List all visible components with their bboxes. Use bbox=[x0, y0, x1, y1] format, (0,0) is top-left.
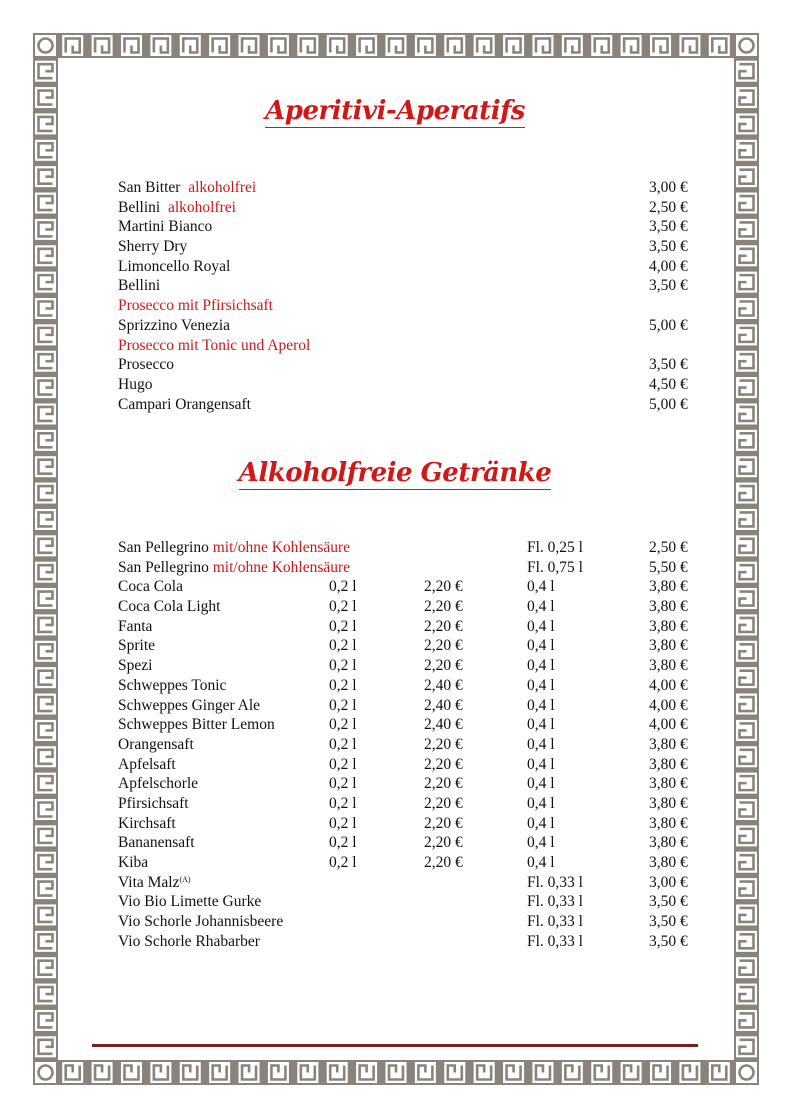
item-name bbox=[118, 217, 212, 237]
small-price: 2,20 € bbox=[424, 814, 463, 832]
large-size: 0,4 l bbox=[527, 775, 555, 793]
list-item bbox=[118, 577, 708, 597]
item-label: Coca Cola Light bbox=[118, 598, 221, 616]
item-name bbox=[118, 276, 160, 296]
item-label: Martini Bianco bbox=[118, 218, 213, 236]
large-price: 3,80 € bbox=[649, 854, 688, 871]
bottom-rule bbox=[92, 1044, 698, 1047]
large-size: 0,4 l bbox=[527, 676, 555, 694]
large-price: 3,80 € bbox=[649, 637, 688, 655]
large-size: 0,4 l bbox=[527, 657, 555, 675]
item-label: San Pellegrino bbox=[118, 539, 209, 556]
item-name bbox=[118, 755, 176, 775]
item-name bbox=[118, 636, 155, 656]
item-name bbox=[118, 198, 236, 218]
item-name bbox=[118, 833, 195, 853]
large-price: 3,50 € bbox=[649, 932, 688, 950]
item-name bbox=[118, 395, 251, 415]
large-price: 3,50 € bbox=[649, 913, 688, 931]
item-name bbox=[118, 715, 275, 735]
list-item bbox=[118, 217, 708, 237]
small-size: 0,2 l bbox=[329, 735, 357, 753]
item-note: mit/ohne Kohlensäure bbox=[212, 558, 351, 576]
item-name bbox=[118, 853, 148, 873]
small-size: 0,2 l bbox=[329, 637, 357, 655]
list-item bbox=[118, 676, 708, 696]
list-item bbox=[118, 755, 708, 775]
small-price: 2,20 € bbox=[424, 598, 463, 616]
list-item bbox=[118, 814, 708, 834]
list-item bbox=[118, 336, 708, 356]
large-price: 3,80 € bbox=[649, 814, 688, 832]
item-name bbox=[118, 538, 350, 558]
item-label: Vio Schorle Rhabarber bbox=[118, 932, 260, 950]
item-price: 3,50 € bbox=[649, 356, 688, 374]
item-note: mit/ohne Kohlensäure bbox=[212, 539, 351, 556]
item-label: Schweppes Bitter Lemon bbox=[118, 716, 275, 734]
large-price: 3,80 € bbox=[649, 794, 688, 812]
item-label: Vita Malz bbox=[118, 873, 180, 891]
small-size: 0,2 l bbox=[329, 814, 357, 832]
item-note: Prosecco mit Tonic und Aperol bbox=[118, 336, 311, 354]
item-label: Prosecco bbox=[118, 356, 174, 374]
item-price: 5,00 € bbox=[649, 395, 688, 413]
aperitifs-list bbox=[118, 178, 708, 414]
item-name bbox=[118, 597, 220, 617]
small-size: 0,2 l bbox=[329, 617, 357, 635]
item-label: San Pellegrino bbox=[118, 558, 209, 576]
item-price: 5,00 € bbox=[649, 316, 688, 334]
item-name bbox=[118, 558, 350, 578]
item-allergen: (A) bbox=[179, 874, 191, 884]
item-label: Bellini bbox=[118, 198, 161, 216]
small-price: 2,40 € bbox=[424, 716, 463, 734]
item-label: Apfelschorle bbox=[118, 775, 199, 793]
list-item bbox=[118, 276, 708, 296]
small-price: 2,20 € bbox=[424, 657, 463, 675]
item-name bbox=[118, 237, 187, 257]
item-price: 4,50 € bbox=[649, 375, 688, 393]
small-size: 0,2 l bbox=[329, 578, 357, 596]
large-size: 0,4 l bbox=[527, 598, 555, 616]
list-item bbox=[118, 237, 708, 257]
item-label: Pfirsichsaft bbox=[118, 794, 189, 812]
list-item bbox=[118, 257, 708, 277]
list-item bbox=[118, 912, 708, 932]
large-size: 0,4 l bbox=[527, 834, 555, 852]
list-item bbox=[118, 656, 708, 676]
list-item bbox=[118, 395, 708, 415]
item-name bbox=[118, 355, 174, 375]
item-name bbox=[118, 814, 176, 834]
item-label: Hugo bbox=[118, 375, 153, 393]
item-note: Prosecco mit Pfirsichsaft bbox=[118, 297, 273, 315]
large-size: Fl. 0,25 l bbox=[527, 539, 583, 556]
large-size: 0,4 l bbox=[527, 814, 555, 832]
small-price: 2,40 € bbox=[424, 696, 463, 714]
item-label: Spezi bbox=[118, 657, 153, 675]
list-item bbox=[118, 696, 708, 716]
item-price: 4,00 € bbox=[649, 257, 688, 275]
list-item bbox=[118, 597, 708, 617]
item-label: Limoncello Royal bbox=[118, 257, 231, 275]
item-name bbox=[118, 577, 183, 597]
softdrinks-list bbox=[118, 538, 708, 951]
list-item bbox=[118, 833, 708, 853]
large-price: 3,80 € bbox=[649, 657, 688, 675]
list-item bbox=[118, 355, 708, 375]
item-name bbox=[118, 696, 260, 716]
large-size: Fl. 0,75 l bbox=[527, 558, 583, 576]
item-price: 3,50 € bbox=[649, 277, 688, 295]
item-name bbox=[118, 912, 283, 932]
item-name bbox=[118, 676, 226, 696]
small-size: 0,2 l bbox=[329, 598, 357, 616]
item-label: Vio Schorle Johannisbeere bbox=[118, 913, 284, 931]
item-label: Sherry Dry bbox=[118, 238, 188, 256]
large-price: 3,80 € bbox=[649, 755, 688, 773]
small-price: 2,20 € bbox=[424, 775, 463, 793]
item-name bbox=[118, 774, 198, 794]
small-size: 0,2 l bbox=[329, 755, 357, 773]
item-name bbox=[118, 617, 152, 637]
item-name bbox=[118, 932, 260, 952]
item-name bbox=[118, 336, 310, 356]
item-price: 3,50 € bbox=[649, 218, 688, 236]
large-price: 3,80 € bbox=[649, 617, 688, 635]
small-price: 2,20 € bbox=[424, 735, 463, 753]
small-price: 2,20 € bbox=[424, 578, 463, 596]
small-size: 0,2 l bbox=[329, 775, 357, 793]
small-price: 2,20 € bbox=[424, 617, 463, 635]
list-item bbox=[118, 873, 708, 893]
large-size: 0,4 l bbox=[527, 696, 555, 714]
small-size: 0,2 l bbox=[329, 834, 357, 852]
item-label: Apfelsaft bbox=[118, 755, 176, 773]
list-item bbox=[118, 794, 708, 814]
large-size: 0,4 l bbox=[527, 735, 555, 753]
large-size: 0,4 l bbox=[527, 617, 555, 635]
small-price: 2,20 € bbox=[424, 854, 463, 871]
list-item bbox=[118, 316, 708, 336]
large-price: 3,80 € bbox=[649, 598, 688, 616]
item-name bbox=[118, 873, 191, 893]
item-price: 2,50 € bbox=[649, 198, 688, 216]
item-price: 3,00 € bbox=[649, 179, 688, 196]
small-price: 2,20 € bbox=[424, 755, 463, 773]
large-size: 0,4 l bbox=[527, 716, 555, 734]
large-price: 2,50 € bbox=[649, 539, 688, 556]
item-name bbox=[118, 296, 273, 316]
list-item bbox=[118, 715, 708, 735]
small-size: 0,2 l bbox=[329, 794, 357, 812]
item-name bbox=[118, 794, 189, 814]
item-label: Sprizzino Venezia bbox=[118, 316, 231, 334]
large-price: 3,80 € bbox=[649, 775, 688, 793]
small-size: 0,2 l bbox=[329, 657, 357, 675]
small-price: 2,20 € bbox=[424, 794, 463, 812]
large-price: 4,00 € bbox=[649, 696, 688, 714]
large-size: 0,4 l bbox=[527, 637, 555, 655]
softdrinks-heading: Alkoholfreie Getränke bbox=[238, 458, 552, 488]
item-label: Schweppes Ginger Ale bbox=[118, 696, 261, 714]
list-item bbox=[118, 932, 708, 952]
large-size: Fl. 0,33 l bbox=[527, 932, 583, 950]
list-item bbox=[118, 892, 708, 912]
item-name bbox=[118, 316, 230, 336]
small-size: 0,2 l bbox=[329, 696, 357, 714]
item-label: Campari Orangensaft bbox=[118, 395, 251, 413]
item-name bbox=[118, 375, 152, 395]
list-item bbox=[118, 636, 708, 656]
large-price: 4,00 € bbox=[649, 716, 688, 734]
small-price: 2,40 € bbox=[424, 676, 463, 694]
large-size: Fl. 0,33 l bbox=[527, 913, 583, 931]
item-label: Fanta bbox=[118, 617, 153, 635]
item-name bbox=[118, 892, 261, 912]
list-item bbox=[118, 617, 708, 637]
list-item bbox=[118, 296, 708, 316]
item-label: Kirchsaft bbox=[118, 814, 176, 832]
item-price: 3,50 € bbox=[649, 238, 688, 256]
list-item bbox=[118, 375, 708, 395]
large-price: 5,50 € bbox=[649, 558, 688, 576]
list-item bbox=[118, 735, 708, 755]
list-item bbox=[118, 198, 708, 218]
item-name bbox=[118, 257, 230, 277]
item-label: Sprite bbox=[118, 637, 156, 655]
item-name bbox=[118, 656, 152, 676]
item-note: alkoholfrei bbox=[167, 198, 236, 216]
list-item bbox=[118, 774, 708, 794]
large-price: 3,50 € bbox=[649, 893, 688, 911]
large-size: Fl. 0,33 l bbox=[527, 873, 583, 891]
large-size: 0,4 l bbox=[527, 794, 555, 812]
item-label: Vio Bio Limette Gurke bbox=[118, 893, 262, 911]
aperitifs-heading: Aperitivi-Aperatifs bbox=[265, 96, 525, 126]
item-label: Bellini bbox=[118, 277, 161, 295]
large-size: 0,4 l bbox=[527, 578, 555, 596]
large-price: 4,00 € bbox=[649, 676, 688, 694]
large-price: 3,80 € bbox=[649, 578, 688, 596]
small-size: 0,2 l bbox=[329, 716, 357, 734]
large-price: 3,80 € bbox=[649, 834, 688, 852]
small-size: 0,2 l bbox=[329, 676, 357, 694]
large-price: 3,80 € bbox=[649, 735, 688, 753]
large-size: 0,4 l bbox=[527, 854, 555, 871]
list-item bbox=[118, 558, 708, 578]
large-price: 3,00 € bbox=[649, 873, 688, 891]
item-label: Kiba bbox=[118, 854, 149, 871]
list-item bbox=[118, 538, 708, 558]
large-size: 0,4 l bbox=[527, 755, 555, 773]
large-size: Fl. 0,33 l bbox=[527, 893, 583, 911]
list-item bbox=[118, 178, 708, 198]
small-price: 2,20 € bbox=[424, 637, 463, 655]
item-label: Orangensaft bbox=[118, 735, 194, 753]
item-label: San Bitter bbox=[118, 179, 181, 196]
small-size: 0,2 l bbox=[329, 854, 357, 871]
item-label: Bananensaft bbox=[118, 834, 195, 852]
item-note: alkoholfrei bbox=[188, 179, 257, 196]
item-name bbox=[118, 735, 194, 755]
list-item bbox=[118, 853, 708, 873]
small-price: 2,20 € bbox=[424, 834, 463, 852]
item-label: Coca Cola bbox=[118, 578, 183, 596]
item-label: Schweppes Tonic bbox=[118, 676, 227, 694]
item-name bbox=[118, 178, 256, 198]
